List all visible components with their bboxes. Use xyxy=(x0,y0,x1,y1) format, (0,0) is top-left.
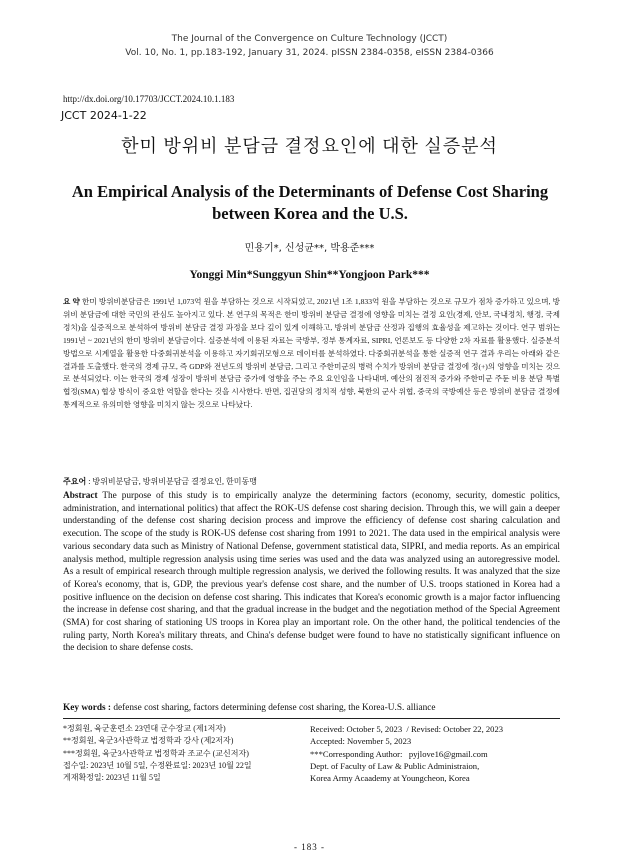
journal-name: The Journal of the Convergence on Culture Technology (JCCT) xyxy=(171,34,448,44)
keywords-korean-text: : 방위비분담금, 방위비분담금 결정요인, 한미동맹 xyxy=(88,477,257,486)
abstract-korean-label: 요 약 xyxy=(63,297,80,306)
footnote-divider xyxy=(63,718,560,719)
journal-volume-info: Vol. 10, No. 1, pp.183-192, January 31, 2024. pISSN 2384-0358, eISSN 2384-0366 xyxy=(125,47,494,58)
footnote-line: Received: October 5, 2023 / Revised: October 22, 2023 xyxy=(310,724,504,734)
footnote-line: ***Corresponding Author: pyjlove16@gmail.com xyxy=(310,748,488,759)
doi-link[interactable]: http://dx.doi.org/10.17703/JCCT.2024.10.1.183 xyxy=(63,94,235,104)
abstract-english-label: Abstract xyxy=(63,491,98,501)
footnotes-english xyxy=(310,723,565,784)
authors-english: Yonggi Min*Sunggyun Shin**Yongjoon Park*** xyxy=(189,269,430,281)
keywords-english-text: defense cost sharing, factors determining defense cost sharing, the Korea-U.S. alliance xyxy=(113,703,436,713)
article-code: JCCT 2024-1-22 xyxy=(61,109,147,122)
footnote-line: Dept. of Faculty of Law & Public Administraion, xyxy=(310,760,480,771)
title-english: An Empirical Analysis of the Determinants of Defense Cost Sharing between Korea and the U.S. xyxy=(71,182,549,223)
abstract-korean xyxy=(63,296,560,412)
keywords-korean xyxy=(63,476,560,488)
footnote-line: *정회원, 육군훈련소 23연대 군수장교 (제1저자) xyxy=(63,724,226,733)
keywords-english-label: Key words : xyxy=(63,703,112,713)
footnote-line: 접수일: 2023년 10월 5일, 수정완료일: 2023년 10월 22일 xyxy=(63,760,252,770)
journal-header xyxy=(0,33,619,60)
footnote-line: Korea Army Acaademy at Youngcheon, Korea xyxy=(310,773,470,784)
keywords-english xyxy=(63,702,560,714)
authors-korean: 민용기*, 신성균**, 박용준*** xyxy=(244,243,375,254)
footnote-line: Accepted: November 5, 2023 xyxy=(310,736,412,747)
abstract-korean-text: 한미 방위비분담금은 1991년 1,073억 원을 부담하는 것으로 시작되었고, 2021년 1조 1,833억 원을 부담하는 것으로 규모가 점차 증가하고 있으며, 방위비 분담금에 대한 국민의 관심도 높아지고 있다. 본 연구의 목적은 한미 방위비 분담금 결정에 영향을 미치는 결정 요인(경제, 안보, 국내정치, 행정, 국제정치)을 실증적으로 분석하여 방위비 분담금 결정 과정을 보다 깊이 있게 이해하고, 방위비 분담금 산정과 집행의 효율성을 제고하는 것이다. 연구 범위는 1991년 ~ 2021년의 한미 방위비 분담금이다. 실증분석에 이용된 자료는 국방부, 정부 통계자료, SIPRI, 언론보도 등 다양한 2차 자료를 활용했다. 실증분석 방법으로 시계열을 활용한 다중회귀분석을 이용하고 자기회귀모형으로 데이터를 분석하였다. 다중회귀분석을 통한 실증적 연구 결과 우리는 아래와 같은 결과를 도출했다. 한국의 경제 규모, 즉 GDP와 전년도의 방위비 분담금, 그리고 주한미군의 병력 수치가 방위비 분담금 결정에 정(+)의 영향을 미치는 것으로 분석되었다. 이는 한국의 경제 성장이 방위비 분담금 증가에 영향을 주는 주요 요인임을 나타내며, 예산의 점진적 증가와 주한미군 주둔 비용 분담 특별협정(SMA) 협상 방식이 중요한 역할을 한다는 것을 시사한다. 반면, 집권당의 정치적 성향, 북한의 군사 위협, 중국의 국방예산 등은 방위비 분담금 결정에 통계적으로 유의미한 영향을 미치지 않는 것으로 나타났다. xyxy=(63,297,560,410)
footnote-line: ***정회원, 육군3사관학교 법정학과 조교수 (교신저자) xyxy=(63,748,249,758)
abstract-english-text: The purpose of this study is to empirically analyze the determining factors (economy, security, domestic politics, administration, and international politics) that affect the ROK-US defense cost sharing decision. Through this, we will gain a deeper understanding of the defense cost sharing decision process and improve the efficiency of defense cost sharing calculation and execution. The scope of the study is ROK-US defense cost sharing from 1991 to 2021. The data used in the empirical analysis were various secondary data such as Ministry of National Defense, government statistical data, SIPRI, and media reports. As an empirical analysis method, multiple regression analysis using time series was used and the data was analyzed using an autoregressive model. As a result of empirical research through multiple regression analysis, we derived the following results. It was analyzed that the size of Korea's economy, that is, GDP, the previous year's defense cost share, and the number of U.S. troops stationed in Korea had a positive influence on the decision on defense cost sharing. This indicates that Korea's economic growth is a major factor influencing the increase in defense cost sharing, and that the gradual increase in the budget and the negotiation method of the Special Agreement (SMA) for cost sharing of stationing US troops in Korea play an important role. On the other hand, the political tendencies of the ruling party, North Korea's military threats, and China's defense budget were found to have no statistically significant influence on the decision to share defense costs. xyxy=(63,491,561,654)
footnote-line: 게재확정일: 2023년 11월 5일 xyxy=(63,773,161,783)
footnotes-korean xyxy=(63,723,313,784)
keywords-korean-label: 주요어 xyxy=(63,477,87,486)
title-korean: 한미 방위비 분담금 결정요인에 대한 실증분석 xyxy=(121,136,498,156)
page-number: - 183 - xyxy=(294,842,325,852)
footnote-line: **정회원, 육군3사관학교 법정학과 강사 (제2저자) xyxy=(63,736,234,746)
abstract-english xyxy=(63,490,560,655)
